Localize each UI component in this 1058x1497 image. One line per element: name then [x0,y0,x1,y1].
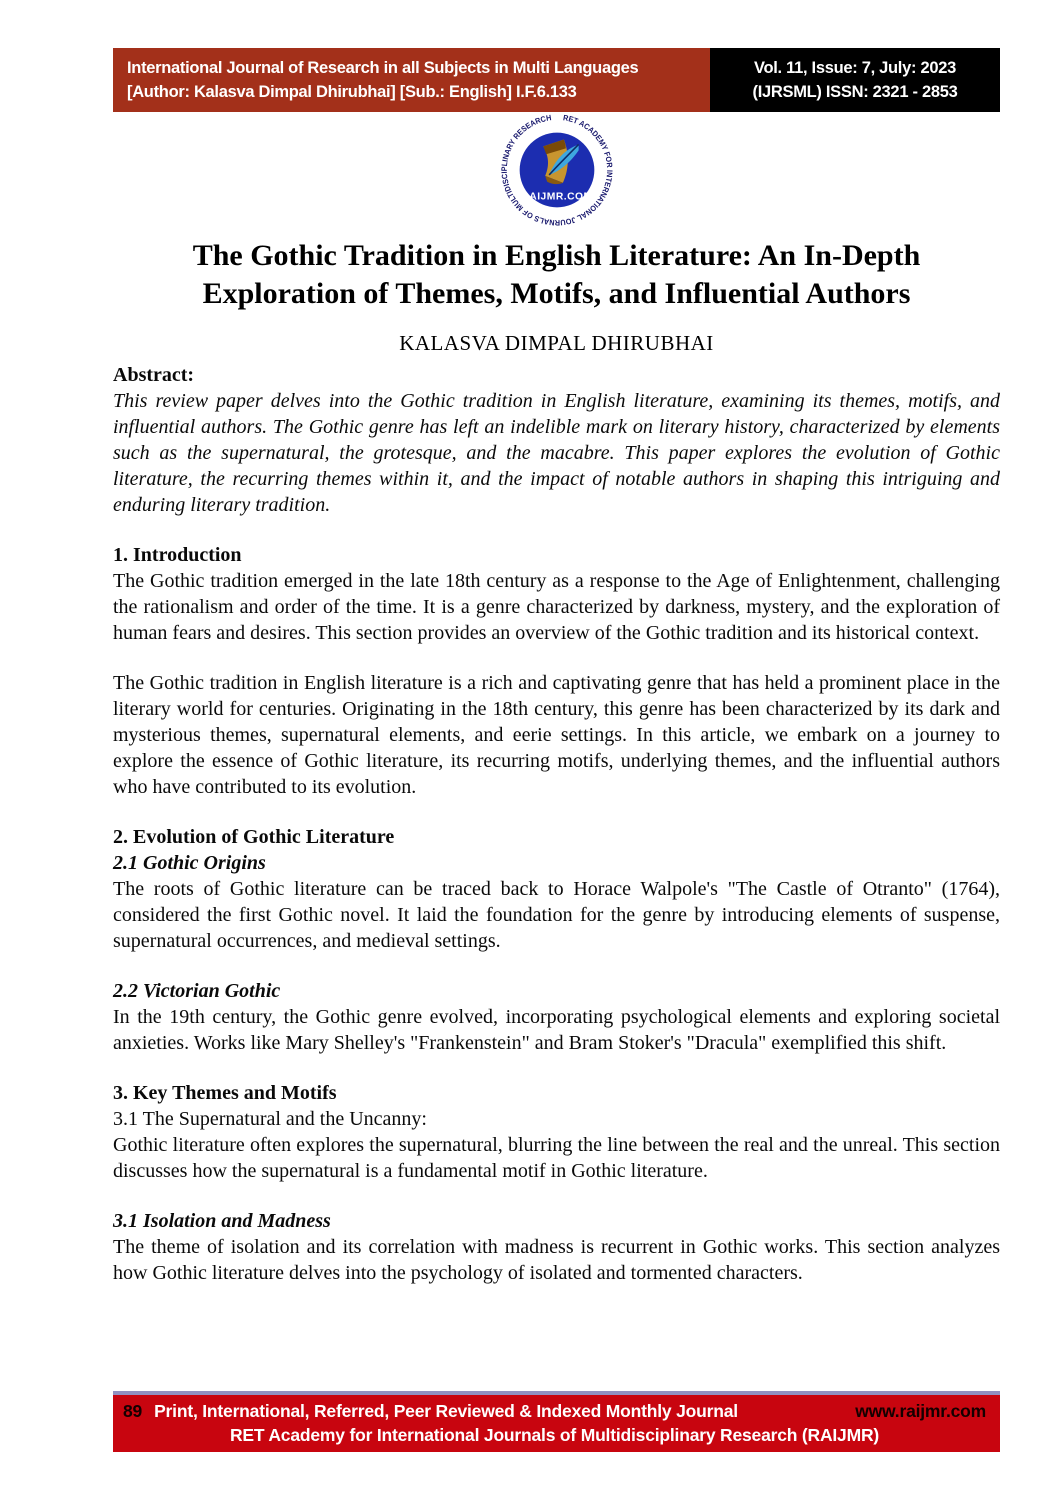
footer-academy-line: RET Academy for International Journals of Multidisciplinary Research (RAIJMR) [229,1425,880,1445]
subsection-heading-isolation: 3.1 Isolation and Madness [113,1210,331,1232]
section-heading-key-themes: 3. Key Themes and Motifs [113,1082,337,1104]
footer-website: www.raijmr.com [855,1401,986,1421]
abstract-heading: Abstract: [113,364,195,386]
gothic-origins-paragraph: The roots of Gothic literature can be traced back to Horace Walpole's "The Castle of Otranto" (1764), considered the first Gothic novel. It laid the foundation for the genre by introducing elements of suspense, supernatural occurrences, and medieval settings. [113,878,1000,952]
journal-name: International Journal of Research in all Subjects in Multi Languages [127,59,639,77]
journal-header [113,48,1000,112]
subsection-heading-supernatural: 3.1 The Supernatural and the Uncanny: [113,1108,427,1130]
issn-line: (IJRSML) ISSN: 2321 - 2853 [752,83,958,101]
logo-container [113,113,1000,232]
footer-row-1 [123,1399,986,1423]
abstract-paragraph: This review paper delves into the Gothic tradition in English literature, examining its themes, motifs, and influential authors. The Gothic genre has left an indelible mark on literary history, characterized by elements such as the supernatural, the grotesque, and the macabre. This paper explores the evolution of Gothic literature, the recurring themes within it, and the impact of notable authors in shaping this intriguing and enduring literary tradition. [113,390,1000,516]
paper-title-line2: Exploration of Themes, Motifs, and Influential Authors [202,277,911,310]
section-heading-evolution: 2. Evolution of Gothic Literature [113,826,395,848]
author-name: KALASVA DIMPAL DHIRUBHAI [399,331,714,355]
journal-header-left-panel [113,48,710,112]
raijmr-logo-icon [498,113,616,227]
paper-title [113,237,1000,313]
journal-header-right-panel [710,48,1000,112]
subsection-heading-gothic-origins: 2.1 Gothic Origins [113,852,266,874]
logo-ring-text: RET ACADEMY FOR INTERNATIONAL JOURNALS OF MULTIDISCIPLINARY RESEARCH [499,113,614,227]
logo-center-text: RAIJMR.COM [520,191,593,203]
isolation-paragraph: The theme of isolation and its correlation with madness is recurrent in Gothic works. This section analyzes how Gothic literature delves into the psychology of isolated and tormented characters. [113,1236,1000,1284]
page-footer [113,1391,1000,1452]
supernatural-paragraph: Gothic literature often explores the supernatural, blurring the line between the real and the unreal. This section discusses how the supernatural is a fundamental motif in Gothic literature. [113,1134,1000,1182]
paper-body [113,362,1000,1286]
introduction-paragraph-1: The Gothic tradition emerged in the late 18th century as a response to the Age of Enlightenment, challenging the rationalism and order of the time. It is a genre characterized by darkness, mystery, and the exploration of human fears and desires. This section provides an overview of the Gothic tradition and its historical context. [113,570,1000,644]
introduction-paragraph-2: The Gothic tradition in English literature is a rich and captivating genre that has held a prominent place in the literary world for centuries. Originating in the 18th century, this genre has been characterized by its dark and mysterious themes, supernatural elements, and eerie settings. In this article, we embark on a journey to explore the essence of Gothic literature, its recurring motifs, underlying themes, and the influential authors who have contributed to its evolution. [113,672,1000,798]
volume-issue-line: Vol. 11, Issue: 7, July: 2023 [754,59,956,77]
victorian-gothic-paragraph: In the 19th century, the Gothic genre evolved, incorporating psychological elements and exploring societal anxieties. Works like Mary Shelley's "Frankenstein" and Bram Stoker's "Dracula" exemplified this shift. [113,1006,1000,1054]
author-subject-line: [Author: Kalasva Dimpal Dhirubhai] [Sub.: English] I.F.6.133 [127,83,577,101]
paper-title-line1: The Gothic Tradition in English Literature: An In-Depth [192,239,921,272]
section-heading-introduction: 1. Introduction [113,544,242,566]
page-number: 89 [123,1401,143,1421]
footer-red-bar [113,1395,1000,1452]
subsection-heading-victorian-gothic: 2.2 Victorian Gothic [113,980,281,1002]
footer-journal-note: Print, International, Referred, Peer Reviewed & Indexed Monthly Journal [154,1401,738,1421]
